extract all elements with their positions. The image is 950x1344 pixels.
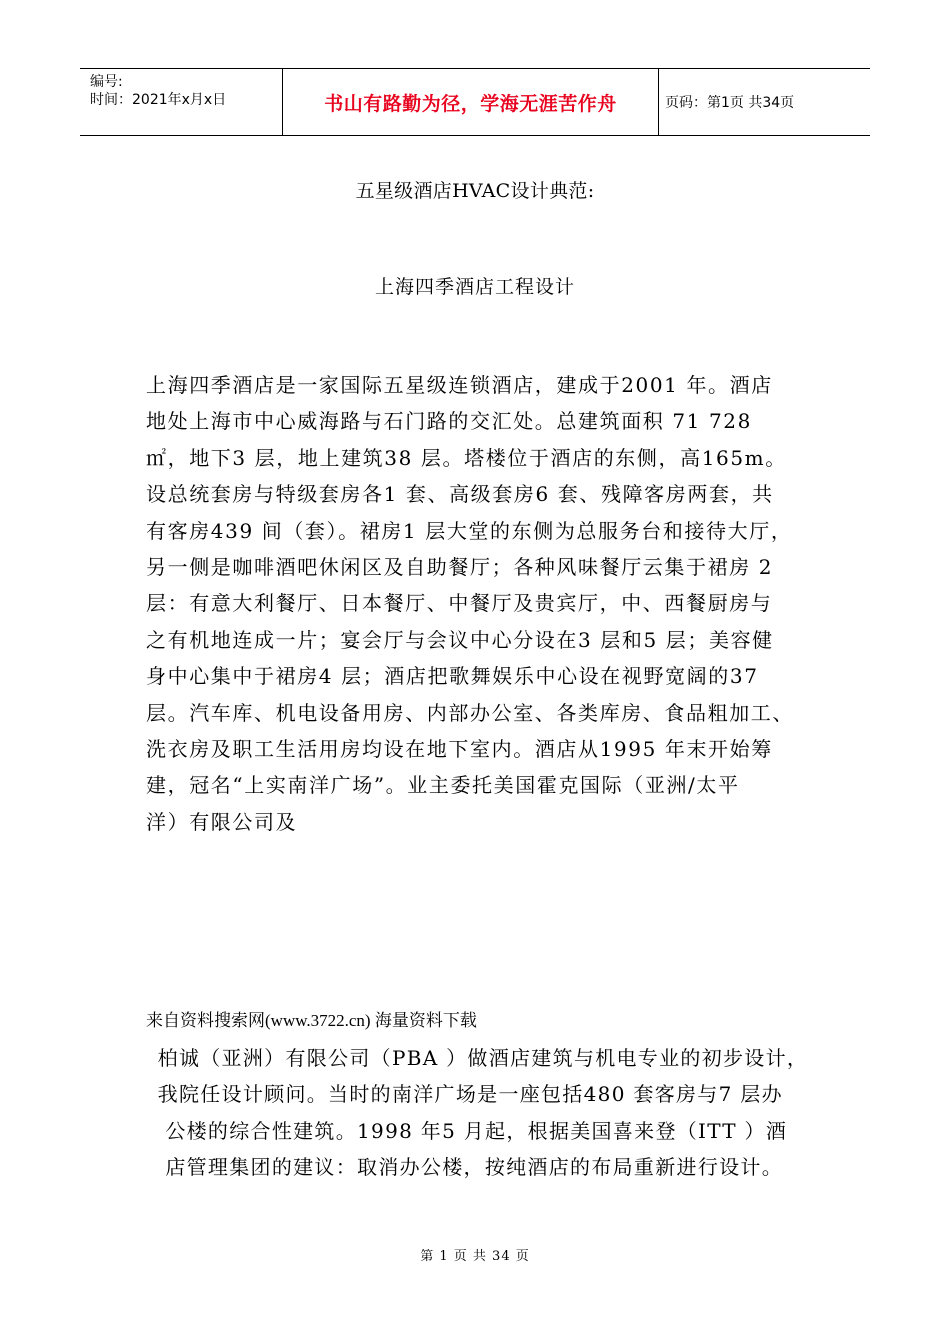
paragraph-line: ㎡，地下3 层，地上建筑38 层。塔楼位于酒店的东侧，高165m。	[146, 445, 787, 470]
paragraph-line: 有客房439 间（套）。裙房1 层大堂的东侧为总服务台和接待大厅，	[146, 518, 793, 543]
paragraph-line: 洗衣房及职工生活用房均设在地下室内。酒店从1995 年末开始筹	[146, 736, 773, 761]
paragraph-line: 身中心集中于裙房4 层；酒店把歌舞娱乐中心设在视野宽阔的37	[146, 664, 759, 689]
header-table	[80, 68, 870, 136]
paragraph-1	[146, 367, 816, 840]
paragraph-line: 店管理集团的建议：取消办公楼，按纯酒店的布局重新进行设计。	[150, 1155, 784, 1180]
paragraph-line: 公楼的综合性建筑。1998 年5 月起，根据美国喜来登（ITT ）酒	[150, 1118, 788, 1143]
paragraph-line: 层：有意大利餐厅、日本餐厅、中餐厅及贵宾厅，中、西餐厨房与	[146, 591, 773, 616]
paragraph-line: 层。汽车库、机电设备用房、内部办公室、各类库房、食品粗加工、	[146, 700, 794, 725]
paragraph-line: 柏诚（亚洲）有限公司（PBA ）做酒店建筑与机电专业的初步设计，	[150, 1046, 809, 1070]
document-title: 五星级酒店HVAC设计典范:	[355, 180, 595, 202]
paragraph-line: 之有机地连成一片；宴会厅与会议中心分设在3 层和5 层；美容健	[146, 627, 774, 652]
serial-label: 编号:	[90, 74, 123, 90]
header-page-info: 页码：第1页 共34页	[665, 95, 795, 111]
paragraph-2	[150, 1040, 830, 1186]
paragraph-line: 另一侧是咖啡酒吧休闲区及自助餐厅；各种风味餐厅云集于裙房 2	[146, 554, 774, 579]
paragraph-line: 上海四季酒店是一家国际五星级连锁酒店，建成于2001 年。酒店	[146, 373, 773, 397]
paragraph-line: 设总统套房与特级套房各1 套、高级套房6 套、残障客房两套，共	[146, 482, 774, 507]
source-note: 来自资料搜索网(www.3722.cn) 海量资料下载	[146, 1011, 477, 1030]
paragraph-line: 洋）有限公司及	[146, 809, 298, 834]
page-footer: 第 1 页 共 34 页	[420, 1249, 530, 1264]
paragraph-line: 我院任设计顾问。当时的南洋广场是一座包括480 套客房与7 层办	[150, 1082, 783, 1107]
paragraph-line: 建，冠名“上实南洋广场”。业主委托美国霍克国际（亚洲/太平	[146, 773, 740, 798]
header-meta-cell	[80, 69, 283, 135]
paragraph-line: 地处上海市中心威海路与石门路的交汇处。总建筑面积 71 728	[146, 409, 752, 434]
time-label: 时间：2021年x月x日	[90, 92, 227, 108]
header-motto: 书山有路勤为径，学海无涯苦作舟	[283, 69, 659, 135]
document-subtitle: 上海四季酒店工程设计	[374, 276, 575, 298]
